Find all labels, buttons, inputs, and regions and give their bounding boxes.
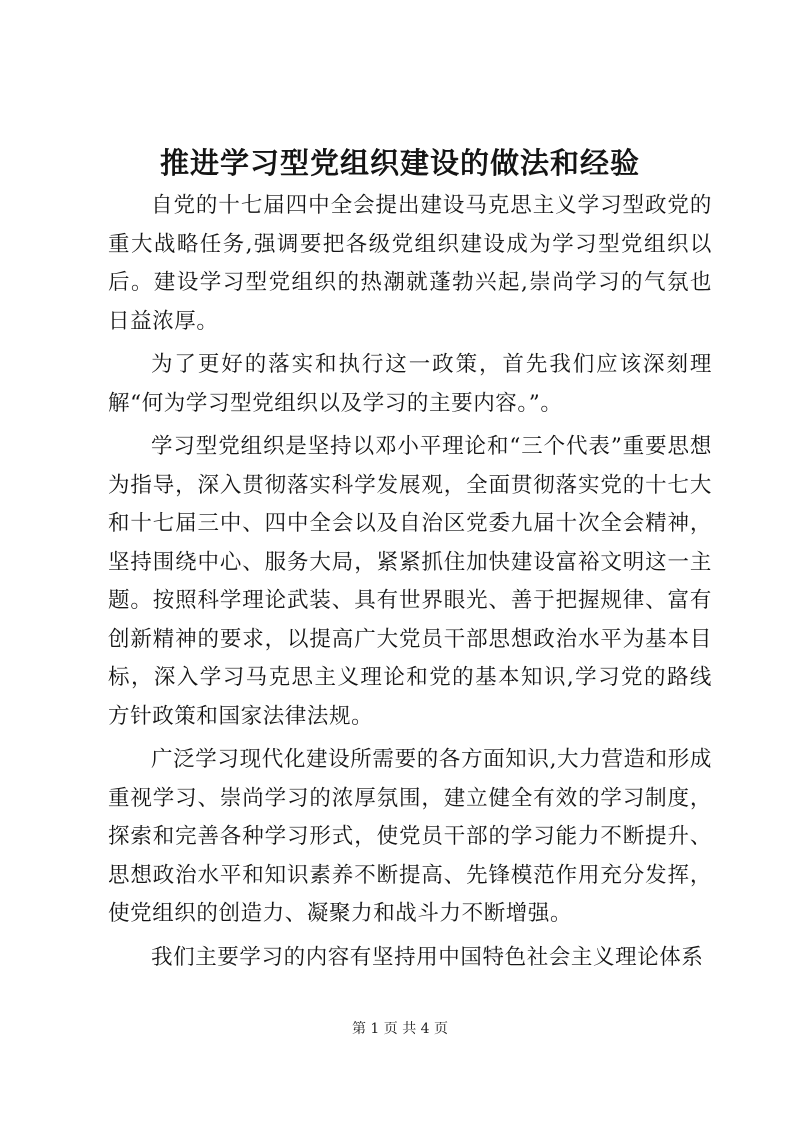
document-title: 推进学习型党组织建设的做法和经验 <box>159 146 640 180</box>
page-number-footer: 第 1 页 共 4 页 <box>351 1021 449 1037</box>
document-body <box>108 187 712 982</box>
paragraph: 广泛学习现代化建设所需要的各方面知识,大力营造和形成重视学习、崇尚学习的浓厚氛围，建立健全有效的学习制度，探索和完善各种学习形式，使党员干部的学习能力不断提升、思想政治水平和知识素养不断提高、先锋模范作用充分发挥，使党组织的创造力、凝聚力和战斗力不断增强。 <box>108 747 712 926</box>
paragraph: 学习型党组织是坚持以邓小平理论和“三个代表”重要思想为指导，深入贯彻落实科学发展观，全面贯彻落实党的十七大和十七届三中、四中全会以及自治区党委九届十次全会精神，坚持围绕中心、服务大局，紧紧抓住加快建设富裕文明这一主题。按照科学理论武装、具有世界眼光、善于把握规律、富有创新精神的要求，以提高广大党员干部思想政治水平为基本目标，深入学习马克思主义理论和党的基本知识,学习党的路线方针政策和国家法律法规。 <box>108 434 712 729</box>
paragraph: 为了更好的落实和执行这一政策，首先我们应该深刻理解“何为学习型党组织以及学习的主要内容。”。 <box>108 352 712 416</box>
paragraph: 自党的十七届四中全会提出建设马克思主义学习型政党的重大战略任务,强调要把各级党组织建设成为学习型党组织以后。建设学习型党组织的热潮就蓬勃兴起,崇尚学习的气氛也日益浓厚。 <box>108 193 712 334</box>
paragraph: 我们主要学习的内容有坚持用中国特色社会主义理论体系 <box>151 944 704 970</box>
